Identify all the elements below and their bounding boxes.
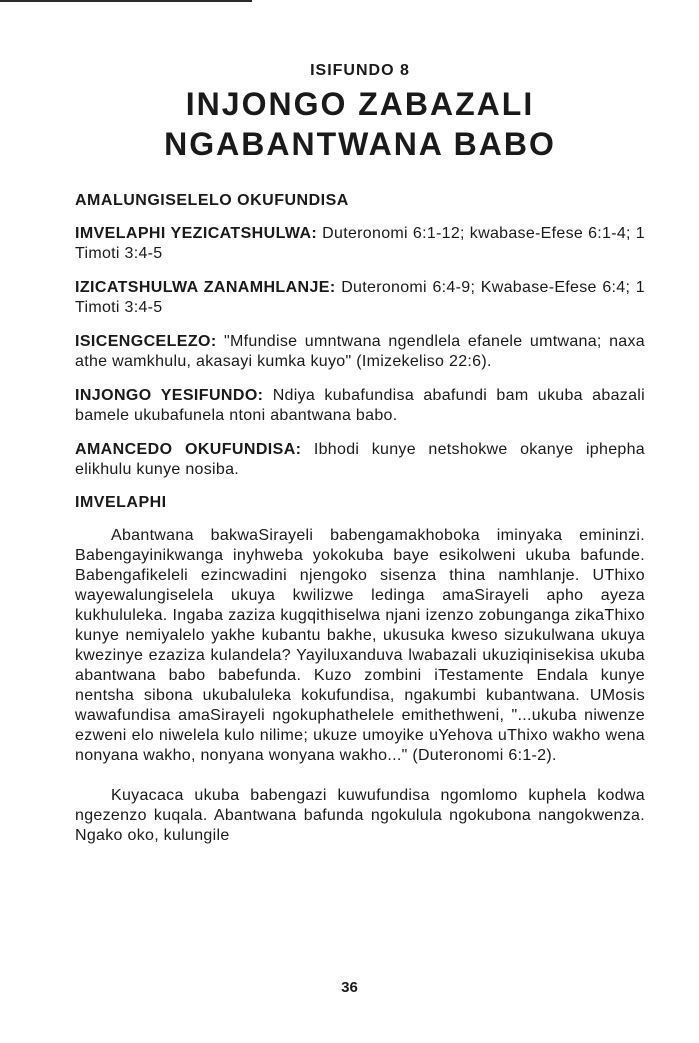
preparation-heading: AMALUNGISELELO OKUFUNDISA [75,192,349,209]
background-heading: IMVELAPHI [75,494,167,511]
background-scriptures [75,224,645,264]
lesson-aim [75,386,645,426]
lesson-texts-refs: Duteronomi 6:4-9; Kwabase-Efese 6:4; 1 Timoti 3:4-5 [75,279,645,316]
background-paragraph-1: Abantwana bakwaSirayeli babengamakhoboka iminyaka emininzi. Babengayinikwanga inyhweba yokokuba baye esikolweni ukuba bafunde. Babengafikeleli ezincwadini njengoko sisenza thina namhlanje. UThixo wayewalungiselela ukuya kwilizwe ledinga amaSirayeli apho ayeza kukhululeka. Ingaba zaziza kugqithiselwa njani izenzo zobunganga zikaThixo kunye nemiyalelo yakhe kubantu bakhe, ukusuka kweso sizukulwana ukuya kwezinye ezaziza kulandela? Yayiluxanduva lwabazali ukuziqinisekisa ukuba abantwana babo babefunda. Kuzo zombini iTestamente Endala kunye nentsha sibona ukubaluleka kokufundisa, ngakumbi kubantwana. UMosis wawafundisa amaSirayeli ngokuphathelele emithethweni, "...ukuba niwenze ezweni elo niwelela kulo nilime; ukuze umoyike uYehova uThixo wakho wena nonyana wakho, nonyana wonyana wakho..." (Duteronomi 6:1-2). [75,527,645,764]
background-scriptures-refs: Duteronomi 6:1-12; kwabase-Efese 6:1-4; 1 Timoti 3:4-5 [75,225,646,262]
lesson-aim-text: Ndiya kubafundisa abafundi bam ukuba abazali bamele ukubafunela ntoni abantwana babo. [75,387,645,424]
lesson-texts [75,278,645,318]
page-number: 36 [341,979,358,996]
lesson-title-line-1: INJONGO ZABAZALI [185,86,535,122]
lesson-number: ISIFUNDO 8 [310,62,410,79]
lesson-texts-label: IZICATSHULWA ZANAMHLANJE: [75,279,336,296]
memory-verse-label: ISICENGCELEZO: [75,333,217,350]
teaching-materials [75,440,645,480]
background-paragraph-2: Kuyacaca ukuba babengazi kuwufundisa ngomlomo kuphela kodwa ngezenzo kuqala. Abantwana bafunda ngokulula ngokubona nangokwenza. Ngako oko, kulungile [75,787,645,844]
lesson-title [75,84,645,164]
lesson-aim-label: INJONGO YESIFUNDO: [75,387,264,404]
teaching-materials-label: AMANCEDO OKUFUNDISA: [75,441,302,458]
background-scriptures-label: IMVELAPHI YEZICATSHULWA: [75,225,318,242]
memory-verse [75,332,645,372]
lesson-title-line-2: NGABANTWANA BABO [164,126,556,162]
memory-verse-text: "Mfundise umntwana ngendlela efanele umtwana; naxa athe wamkhulu, akasayi kumka kuyo" (Imizekeliso 22:6). [75,333,645,370]
teaching-materials-text: Ibhodi kunye netshokwe okanye iphepha elikhulu kunye nosiba. [75,441,645,478]
top-rule [0,0,252,2]
page-content [75,62,645,846]
